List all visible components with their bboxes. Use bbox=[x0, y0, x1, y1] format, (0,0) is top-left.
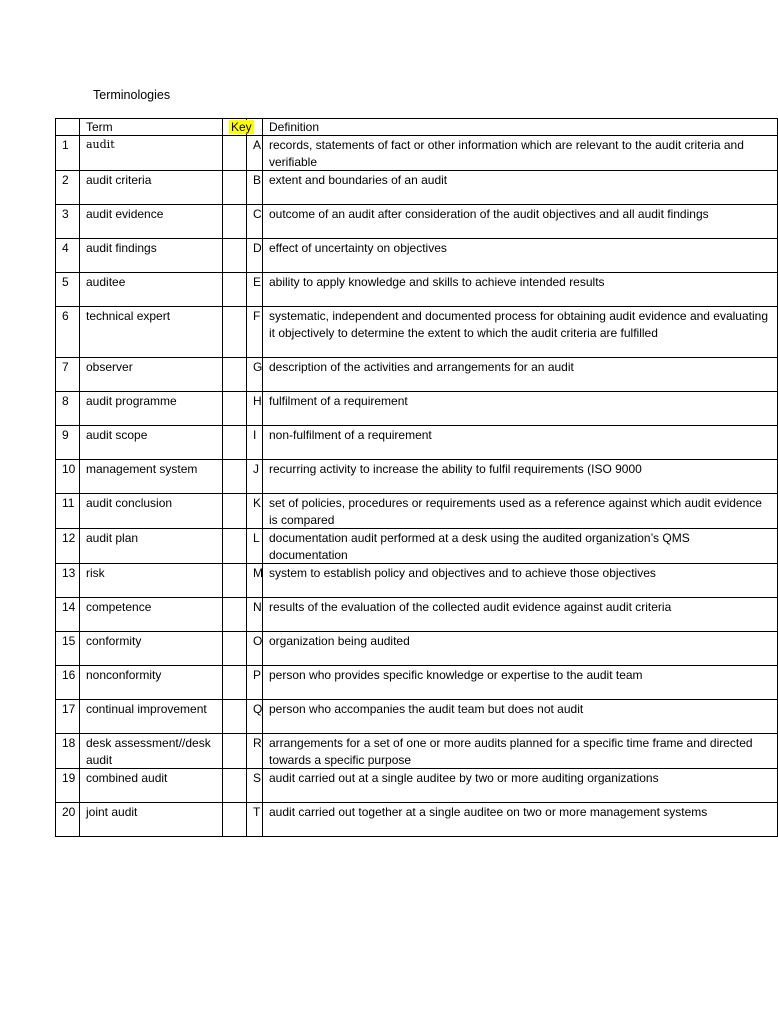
row-letter-cell: J bbox=[247, 460, 263, 494]
row-term-cell: audit programme bbox=[80, 392, 223, 426]
row-letter-cell: B bbox=[247, 171, 263, 205]
row-key-cell bbox=[223, 358, 247, 392]
table-header bbox=[56, 119, 778, 136]
row-letter-cell: Q bbox=[247, 700, 263, 734]
row-term-cell: auditee bbox=[80, 273, 223, 307]
row-key-cell bbox=[223, 803, 247, 837]
row-number-cell: 8 bbox=[56, 392, 80, 426]
row-term-cell: joint audit bbox=[80, 803, 223, 837]
row-number-cell: 15 bbox=[56, 632, 80, 666]
terminology-table bbox=[55, 118, 778, 837]
table-row bbox=[56, 426, 778, 460]
row-number-cell: 1 bbox=[56, 136, 80, 171]
header-row bbox=[56, 119, 778, 136]
header-key bbox=[223, 119, 252, 136]
row-letter-cell: E bbox=[247, 273, 263, 307]
row-letter-cell: G bbox=[247, 358, 263, 392]
row-term-cell: conformity bbox=[80, 632, 223, 666]
table-row bbox=[56, 205, 778, 239]
row-key-cell bbox=[223, 205, 247, 239]
row-term-cell: combined audit bbox=[80, 769, 223, 803]
row-definition-cell: description of the activities and arrangements for an audit bbox=[263, 358, 778, 392]
table-row bbox=[56, 529, 778, 564]
row-key-cell bbox=[223, 529, 247, 564]
header-key-label: Key bbox=[231, 120, 252, 134]
row-definition-cell: audit carried out together at a single auditee on two or more management systems bbox=[263, 803, 778, 837]
row-term-cell: technical expert bbox=[80, 307, 223, 358]
row-number-cell: 9 bbox=[56, 426, 80, 460]
row-key-cell bbox=[223, 632, 247, 666]
row-definition-cell: documentation audit performed at a desk using the audited organization’s QMS documentation bbox=[263, 529, 778, 564]
row-key-cell bbox=[223, 700, 247, 734]
table-row bbox=[56, 273, 778, 307]
row-letter-cell: K bbox=[247, 494, 263, 529]
row-term-cell: desk assessment//desk audit bbox=[80, 734, 223, 769]
row-definition-cell: organization being audited bbox=[263, 632, 778, 666]
row-letter-cell: F bbox=[247, 307, 263, 358]
row-number-cell: 3 bbox=[56, 205, 80, 239]
row-definition-cell: records, statements of fact or other information which are relevant to the audit criteria and verifiable bbox=[263, 136, 778, 171]
row-key-cell bbox=[223, 734, 247, 769]
row-definition-cell: person who accompanies the audit team but does not audit bbox=[263, 700, 778, 734]
row-letter-cell: O bbox=[247, 632, 263, 666]
row-key-cell bbox=[223, 666, 247, 700]
table-row bbox=[56, 803, 778, 837]
row-number-cell: 10 bbox=[56, 460, 80, 494]
row-term-cell: audit criteria bbox=[80, 171, 223, 205]
table-row bbox=[56, 392, 778, 426]
row-letter-cell: D bbox=[247, 239, 263, 273]
row-key-cell bbox=[223, 494, 247, 529]
row-number-cell: 11 bbox=[56, 494, 80, 529]
row-key-cell bbox=[223, 598, 247, 632]
row-number-cell: 6 bbox=[56, 307, 80, 358]
row-definition-cell: fulfilment of a requirement bbox=[263, 392, 778, 426]
row-number-cell: 16 bbox=[56, 666, 80, 700]
row-definition-cell: recurring activity to increase the ability to fulfil requirements (ISO 9000 bbox=[263, 460, 778, 494]
row-number-cell: 14 bbox=[56, 598, 80, 632]
row-letter-cell: H bbox=[247, 392, 263, 426]
row-letter-cell: T bbox=[247, 803, 263, 837]
row-key-cell bbox=[223, 392, 247, 426]
header-number bbox=[56, 119, 80, 136]
row-definition-cell: results of the evaluation of the collected audit evidence against audit criteria bbox=[263, 598, 778, 632]
row-term-cell: continual improvement bbox=[80, 700, 223, 734]
row-letter-cell: S bbox=[247, 769, 263, 803]
row-number-cell: 5 bbox=[56, 273, 80, 307]
row-term-cell: audit bbox=[80, 136, 223, 171]
row-letter-cell: I bbox=[247, 426, 263, 460]
table-row bbox=[56, 494, 778, 529]
row-letter-cell: N bbox=[247, 598, 263, 632]
header-term: Term bbox=[80, 119, 223, 136]
row-definition-cell: ability to apply knowledge and skills to achieve intended results bbox=[263, 273, 778, 307]
row-key-cell bbox=[223, 426, 247, 460]
table-row bbox=[56, 136, 778, 171]
row-key-cell bbox=[223, 307, 247, 358]
row-term-cell: management system bbox=[80, 460, 223, 494]
row-term-cell: risk bbox=[80, 564, 223, 598]
row-definition-cell: systematic, independent and documented process for obtaining audit evidence and evaluating it objectively to determine the extent to which the audit criteria are fulfilled bbox=[263, 307, 778, 358]
row-term-cell: nonconformity bbox=[80, 666, 223, 700]
table-row bbox=[56, 307, 778, 358]
row-term-cell: audit conclusion bbox=[80, 494, 223, 529]
row-definition-cell: set of policies, procedures or requirements used as a reference against which audit evidence is compared bbox=[263, 494, 778, 529]
row-key-cell bbox=[223, 564, 247, 598]
row-definition-cell: extent and boundaries of an audit bbox=[263, 171, 778, 205]
row-letter-cell: L bbox=[247, 529, 263, 564]
row-key-cell bbox=[223, 171, 247, 205]
row-letter-cell: R bbox=[247, 734, 263, 769]
row-key-cell bbox=[223, 460, 247, 494]
row-number-cell: 19 bbox=[56, 769, 80, 803]
table-body bbox=[56, 136, 778, 837]
page-title: Terminologies bbox=[93, 88, 171, 102]
row-definition-cell: person who provides specific knowledge or expertise to the audit team bbox=[263, 666, 778, 700]
row-term-cell: audit evidence bbox=[80, 205, 223, 239]
table-row bbox=[56, 564, 778, 598]
row-number-cell: 17 bbox=[56, 700, 80, 734]
table-row bbox=[56, 734, 778, 769]
row-term-cell: audit plan bbox=[80, 529, 223, 564]
table-row bbox=[56, 632, 778, 666]
row-letter-cell: P bbox=[247, 666, 263, 700]
table-row bbox=[56, 171, 778, 205]
row-number-cell: 2 bbox=[56, 171, 80, 205]
row-number-cell: 13 bbox=[56, 564, 80, 598]
row-definition-cell: system to establish policy and objectives and to achieve those objectives bbox=[263, 564, 778, 598]
row-number-cell: 7 bbox=[56, 358, 80, 392]
row-term-cell: audit findings bbox=[80, 239, 223, 273]
row-letter-cell: A bbox=[247, 136, 263, 171]
row-definition-cell: non-fulfilment of a requirement bbox=[263, 426, 778, 460]
header-definition: Definition bbox=[263, 119, 778, 136]
row-definition-cell: effect of uncertainty on objectives bbox=[263, 239, 778, 273]
row-letter-cell: C bbox=[247, 205, 263, 239]
row-term-cell: audit scope bbox=[80, 426, 223, 460]
row-definition-cell: outcome of an audit after consideration of the audit objectives and all audit findings bbox=[263, 205, 778, 239]
row-key-cell bbox=[223, 769, 247, 803]
table-row bbox=[56, 358, 778, 392]
row-term-cell: competence bbox=[80, 598, 223, 632]
row-term-cell: observer bbox=[80, 358, 223, 392]
row-letter-cell: M bbox=[247, 564, 263, 598]
row-key-cell bbox=[223, 239, 247, 273]
table-row bbox=[56, 700, 778, 734]
row-number-cell: 4 bbox=[56, 239, 80, 273]
table-row bbox=[56, 666, 778, 700]
table-row bbox=[56, 769, 778, 803]
row-number-cell: 18 bbox=[56, 734, 80, 769]
table-row bbox=[56, 598, 778, 632]
row-number-cell: 20 bbox=[56, 803, 80, 837]
row-key-cell bbox=[223, 136, 247, 171]
row-definition-cell: audit carried out at a single auditee by two or more auditing organizations bbox=[263, 769, 778, 803]
table-row bbox=[56, 239, 778, 273]
row-number-cell: 12 bbox=[56, 529, 80, 564]
table-row bbox=[56, 460, 778, 494]
row-key-cell bbox=[223, 273, 247, 307]
row-definition-cell: arrangements for a set of one or more audits planned for a specific time frame and directed towards a specific purpose bbox=[263, 734, 778, 769]
